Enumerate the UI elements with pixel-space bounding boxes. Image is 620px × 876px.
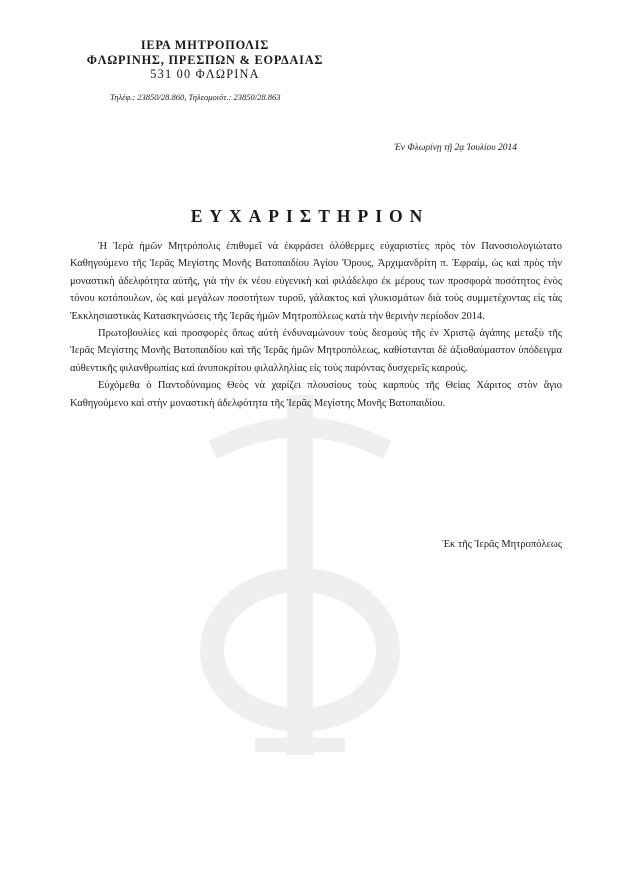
document-title: ΕΥΧΑΡΙΣΤΗΡΙΟΝ [190,206,430,226]
letter-body [70,238,562,412]
letterhead-address: 531 00 ΦΛΩΡΙΝΑ [150,67,260,81]
monogram-watermark-icon [195,395,405,755]
letterhead-title: ΙΕΡΑ ΜΗΤΡΟΠΟΛΙΣ [140,38,270,52]
letterhead [70,38,340,82]
letterhead-subtitle: ΦΛΩΡΙΝΗΣ, ΠΡΕΣΠΩΝ & ΕΟΡΔΑΙΑΣ [86,52,324,67]
body-paragraph: Ἡ Ἱερὰ ἡμῶν Μητρόπολις ἐπιθυμεῖ νὰ ἐκφράσει ὁλόθερμες εὐχαριστίες πρὸς τὸν Πανοσιολογιώτατο Καθηγούμενο τῆς Ἱερᾶς Μεγίστης Μονῆς Βατοπαιδίου Ἁγίου Ὄρους, Ἀρχιμανδρίτη π. Ἐφραίμ, ὡς καὶ πρὸς τὴν μοναστικὴ ἀδελφότητα αὐτῆς, γιὰ τὴν ἐκ νέου εὐγενικὴ καὶ φιλάδελφο ἐκ μέρους των προσφορὰ ποσότητος ἑνὸς τόνου κοτόπουλων, ὡς καὶ μεγάλων ποσοτήτων τυροῦ, γάλακτος καὶ γλυκισμάτων διὰ τοὺς συμμετέχοντας εἰς τὰς Ἐκκλησιαστικὰς Κατασκηνώσεις τῆς Ἱερᾶς ἡμῶν Μητροπόλεως κατὰ τὴν θερινὴν περίοδον 2014. [70,241,562,322]
letter-date: Ἐν Φλωρίνῃ τῇ 2ᾳ Ἰουλίου 2014 [394,143,517,153]
letterhead-phone: Τηλέφ.: 23850/28.860, Τηλεομοιότ.: 23850/28.863 [110,92,281,102]
signature-line: Ἐκ τῆς Ἱερᾶς Μητροπόλεως [442,539,562,550]
body-paragraph: Πρωτοβουλίες καὶ προσφορὲς ὅπως αὐτὴ ἐνδυναμώνουν τοὺς δεσμοὺς τῆς ἐν Χριστῷ ἀγάπης μεταξὺ τῆς Ἱερᾶς Μεγίστης Μονῆς Βατοπαιδίου καὶ τῆς Ἱερᾶς ἡμῶν Μητροπόλεως, καθίστανται δὲ ἀξιοθαύμαστον ὑπόδειγμα αὐθεντικῆς φιλανθρωπίας καὶ ἀνυποκρίτου φιλαλληλίας εἰς τοὺς παρόντας δυσχερεῖς καιρούς. [70,328,562,374]
body-paragraph: Εὐχόμεθα ὁ Παντοδύναμος Θεὸς νὰ χαρίζει πλουσίους τοὺς καρποὺς τῆς Θείας Χάριτος στὸν ἅγιο Καθηγούμενο καὶ στὴν μοναστικὴ ἀδελφότητα τῆς Ἱερᾶς Μεγίστης Μονῆς Βατοπαιδίου. [70,380,562,409]
